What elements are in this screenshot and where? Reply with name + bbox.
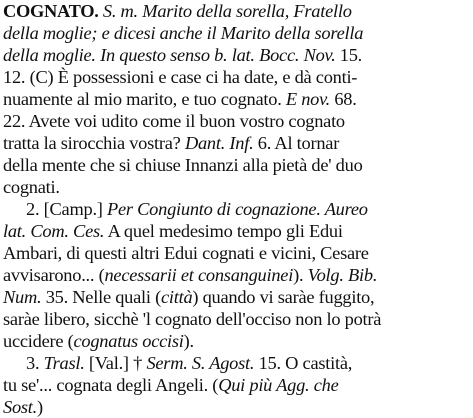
entry-line xyxy=(3,308,381,330)
entry-line xyxy=(3,0,352,22)
text-run: della mente che si chiuse Innanzi alla pietà de' duo xyxy=(3,155,363,175)
entry-line xyxy=(3,242,369,264)
italic-text: Dant. Inf. xyxy=(184,133,254,153)
text-run: cognati. xyxy=(3,177,60,197)
entry-line xyxy=(3,154,363,176)
entry-line xyxy=(3,176,60,198)
entry-line xyxy=(3,110,345,132)
text-run: 15. O castità, xyxy=(254,353,353,373)
italic-text: E nov. xyxy=(285,89,331,109)
headword: COGNATO. xyxy=(3,1,99,21)
text-run: 6. Al tornar xyxy=(253,133,340,153)
text-run: nuamente al mio marito, e tuo cognato. xyxy=(3,89,286,109)
entry-line xyxy=(3,88,357,110)
entry-line xyxy=(3,22,363,44)
italic-text: Num. xyxy=(3,287,42,307)
italic-text: Volg. Bib. xyxy=(307,265,378,285)
italic-text: Per Congiunto di cognazione. Aureo xyxy=(107,199,368,219)
text-run: avvisarono... ( xyxy=(3,265,105,285)
entry-line xyxy=(3,286,374,308)
entry-line xyxy=(3,396,43,418)
italic-text: Sost. xyxy=(3,397,38,417)
text-run: Ambari, di questi altri Edui cognati e vicini, Cesare xyxy=(3,243,369,263)
text-run: ) xyxy=(37,397,43,417)
entry-line xyxy=(3,132,339,154)
text-run: ). xyxy=(183,331,194,351)
italic-text: Trasl. xyxy=(43,353,85,373)
entry-line xyxy=(26,198,368,220)
entry-line xyxy=(3,220,343,242)
text-run: tu se'... cognata degli Angeli. ( xyxy=(3,375,219,395)
text-run: 35. Nelle quali ( xyxy=(41,287,161,307)
italic-text: lat. Com. Ces. xyxy=(3,221,105,241)
italic-text: S. m. Marito della sorella, Fratello xyxy=(102,1,352,21)
italic-text: cognatus occisi xyxy=(73,331,184,351)
text-run: tratta la sirocchia vostra? xyxy=(3,133,185,153)
text-run: 22. Avete voi udito come il buon vostro cognato xyxy=(3,111,345,131)
entry-line xyxy=(3,264,377,286)
text-run: A quel medesimo tempo gli Edui xyxy=(104,221,343,241)
italic-text: della moglie. In questo senso b. lat. Bocc. Nov. xyxy=(3,45,336,65)
italic-text: città xyxy=(160,287,193,307)
italic-text: necessarii et consanguinei xyxy=(104,265,294,285)
text-run: 3. xyxy=(26,353,44,373)
entry-line xyxy=(26,352,352,374)
text-run: 2. [Camp.] xyxy=(26,199,108,219)
entry-line xyxy=(3,44,362,66)
italic-text: della moglie; e dicesi anche il Marito della sorella xyxy=(3,23,364,43)
text-run: 15. xyxy=(335,45,363,65)
text-run: 12. (C) È possessioni e case ci ha date, e dà conti- xyxy=(3,67,358,87)
text-run: ) quando vi saràe fuggito, xyxy=(192,287,375,307)
text-run: saràe libero, sicchè 'l cognato dell'occiso non lo potrà xyxy=(3,309,382,329)
italic-text: Serm. S. Agost. xyxy=(146,353,255,373)
entry-line xyxy=(3,330,194,352)
text-run: uccidere ( xyxy=(3,331,74,351)
entry-line xyxy=(3,374,338,396)
entry-line xyxy=(3,66,357,88)
text-run: 68. xyxy=(330,89,357,109)
text-run: ). xyxy=(293,265,308,285)
italic-text: Qui più Agg. che xyxy=(218,375,339,395)
text-run: [Val.] † xyxy=(84,353,147,373)
